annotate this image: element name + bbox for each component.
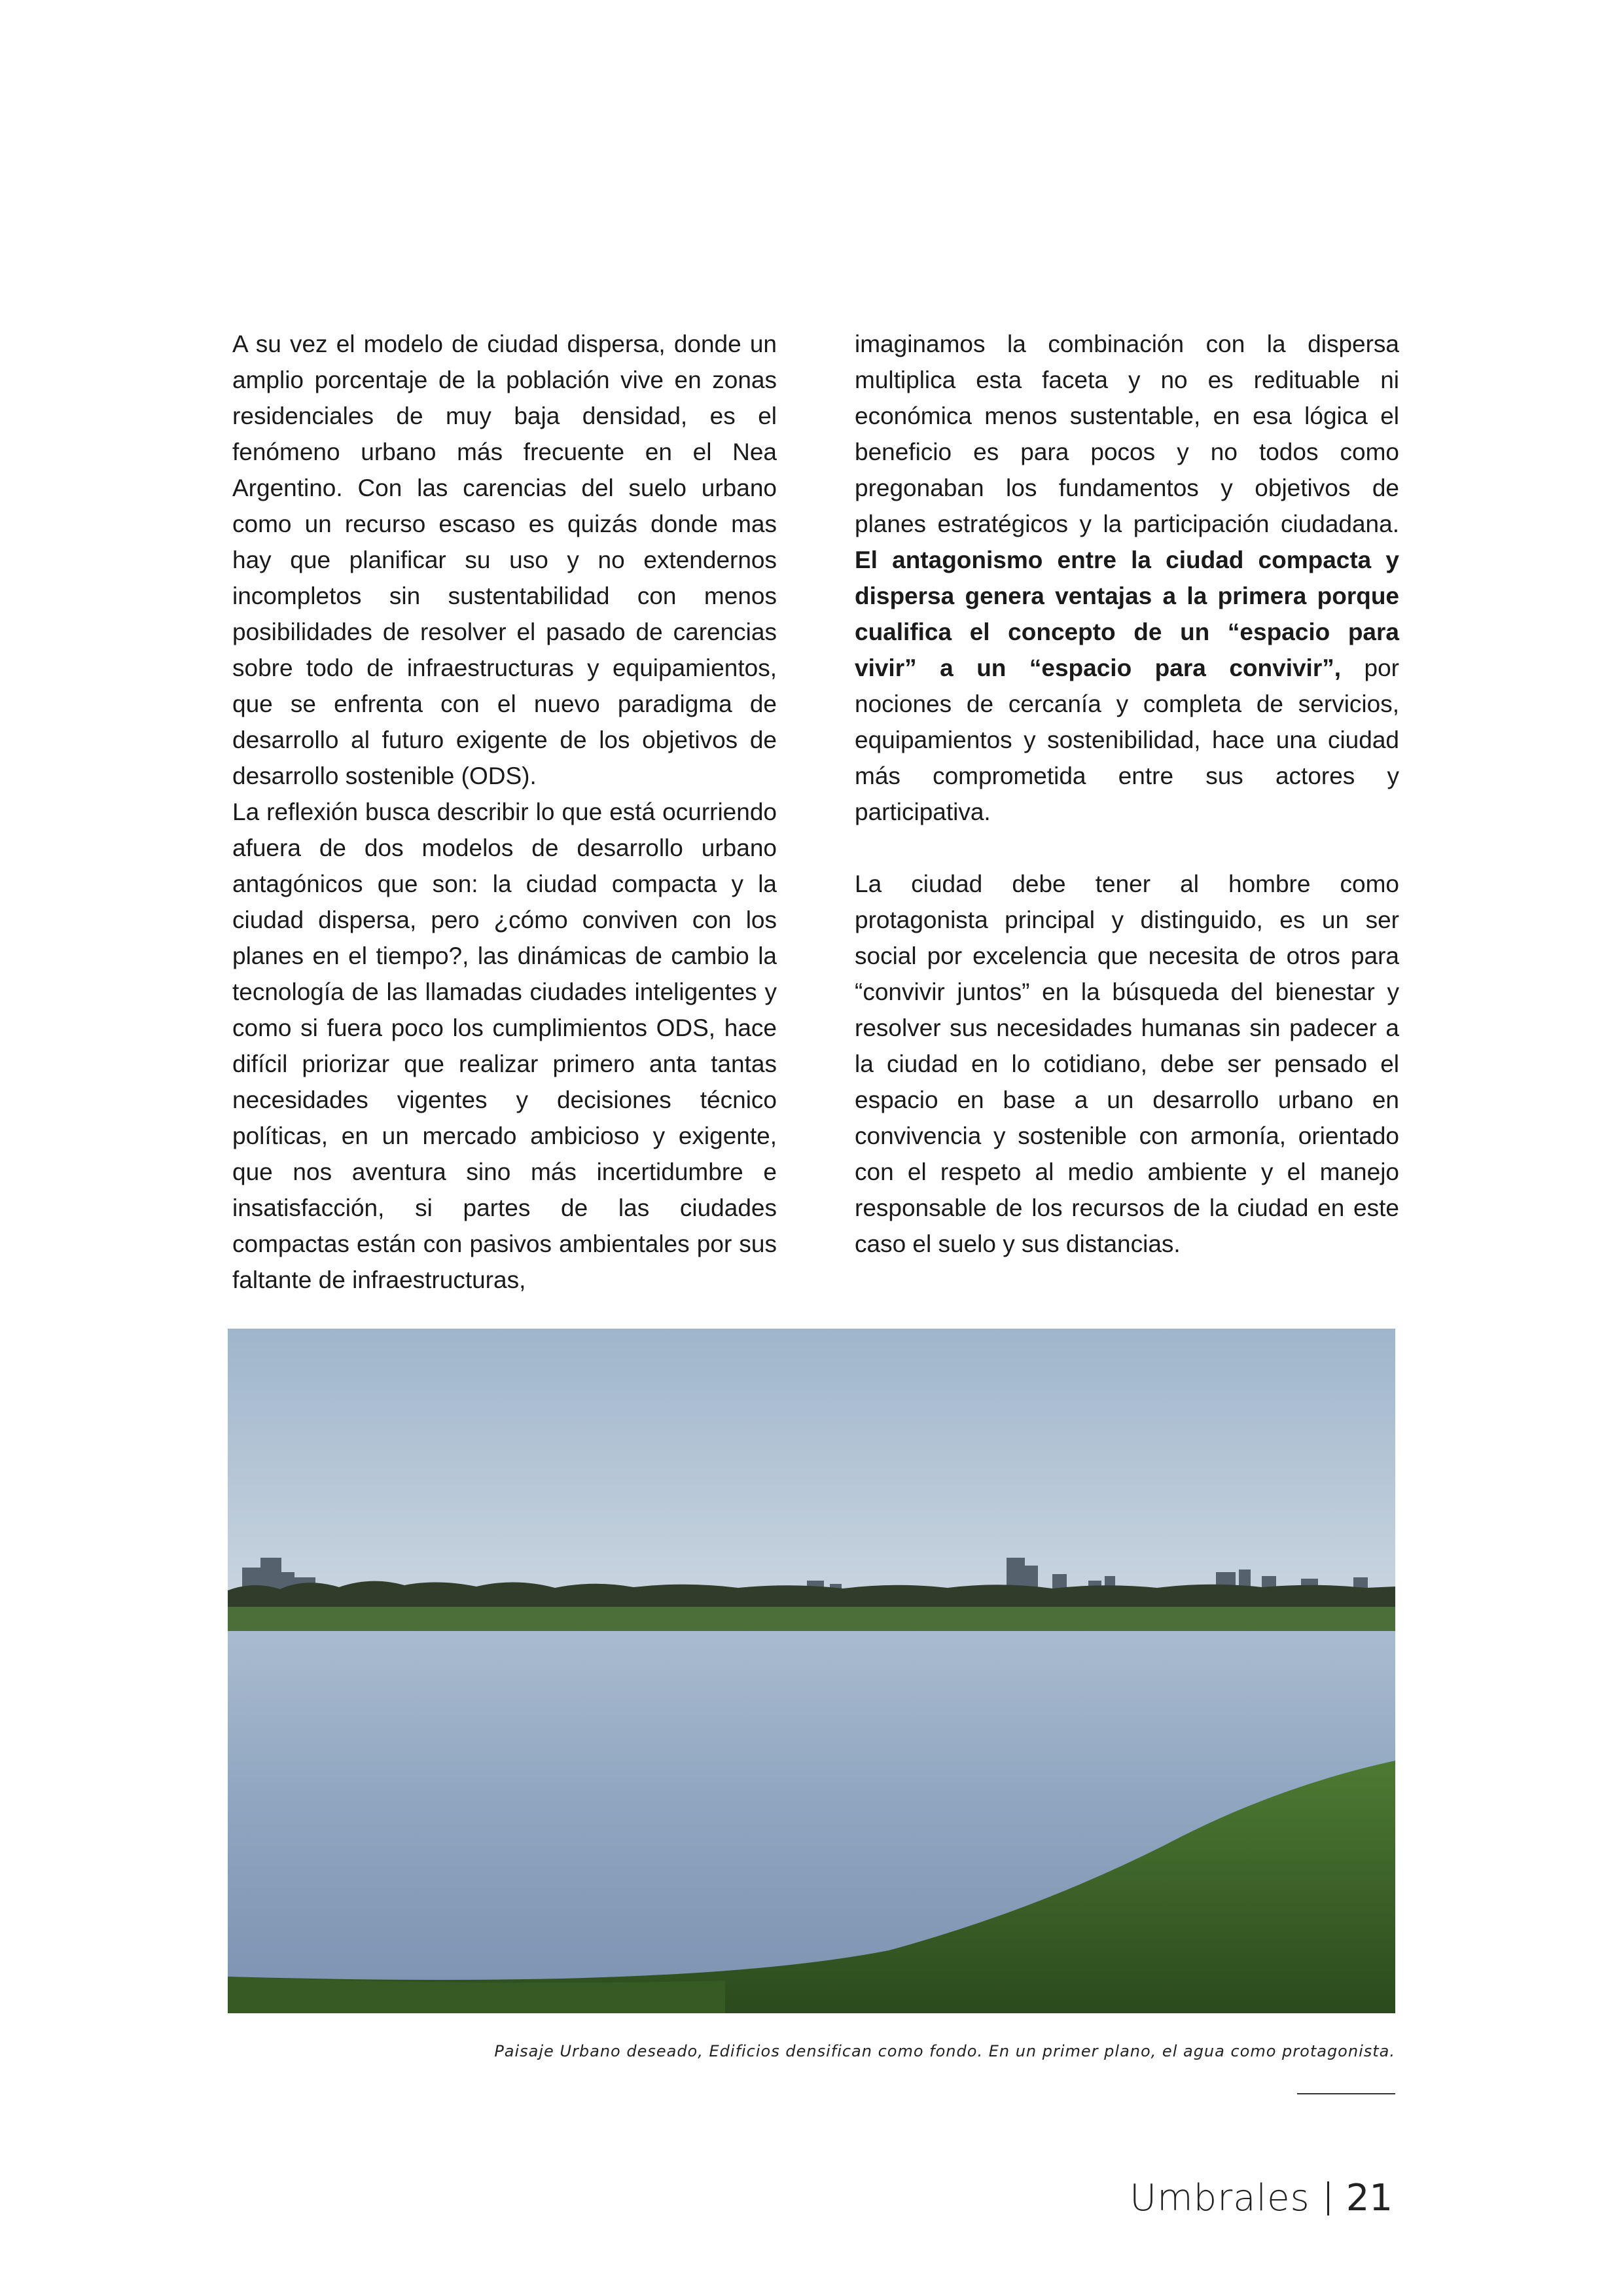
page-footer [1130, 2177, 1393, 2219]
landscape-photo-illustration [228, 1329, 1395, 2013]
paragraph-gap [855, 830, 1399, 866]
caption-rule [1297, 2093, 1395, 2094]
page-number: 21 [1346, 2177, 1393, 2219]
left-text-column [232, 326, 777, 1298]
paragraph-antagonism-end: por nociones de cercanía y completa de servicios, equipamientos y sostenibilidad, hace una ciudad más comprometida entre sus actores y participativa. [855, 655, 1399, 825]
paragraph-antagonism [855, 326, 1399, 830]
paragraph-reflection: La reflexión busca describir lo que está ocurriendo afuera de dos modelos de desarrollo urbano antagónicos que son: la ciudad compacta y la ciudad dispersa, pero ¿cómo conviven con los planes en el tiempo?, las dinámicas de cambio la tecnología de las llamadas ciudades inteligentes y como si fuera poco los cumplimientos ODS, hace difícil priorizar que realizar primero anta tantas necesidades vigentes y decisiones técnico políticas, en un mercado ambicioso y exigente, que nos aventura sino más incertidumbre e insatisfacción, si partes de las ciudades compactas están con pasivos ambientales por sus faltante de infraestructuras, [232, 798, 777, 1293]
paragraph-dispersed-city: A su vez el modelo de ciudad dispersa, donde un amplio porcentaje de la población vive en zonas residenciales de muy baja densidad, es el fenómeno urbano más frecuente en el Nea Argentino. Con las carencias del suelo urbano como un recurso escaso es quizás donde mas hay que planificar su uso y no extendernos incompletos sin sustentabilidad con menos posibilidades de resolver el pasado de carencias sobre todo de infraestructuras y equipamientos, que se enfrenta con el nuevo paradigma de desarrollo al futuro exigente de los objetivos de desarrollo sostenible (ODS). [232, 331, 777, 789]
footer-separator [1327, 2181, 1329, 2215]
landscape-photo [228, 1329, 1395, 2013]
paragraph-antagonism-bold: El antagonismo entre la ciudad compacta y dispersa genera ventajas a la primera porque cualifica el concepto de un “espacio para vivir” a un “espacio para convivir”, [855, 547, 1399, 681]
publication-name: Umbrales [1130, 2177, 1310, 2219]
paragraph-antagonism-start: imaginamos la combinación con la dispersa multiplica esta faceta y no es redituable ni económica menos sustentable, en esa lógica el beneficio es para pocos y no todos como pregonaban los fundamentos y objetivos de planes estratégicos y la participación ciudadana. [855, 331, 1399, 537]
right-text-column [855, 326, 1399, 1262]
figure-caption: Paisaje Urbano deseado, Edificios densifican como fondo. En un primer plano, el agua como protagonista. [494, 2042, 1395, 2060]
paragraph-human-protagonist: La ciudad debe tener al hombre como protagonista principal y distinguido, es un ser social por excelencia que necesita de otros para “convivir juntos” en la búsqueda del bienestar y resolver sus necesidades humanas sin padecer a la ciudad en lo cotidiano, debe ser pensado el espacio en base a un desarrollo urbano en convivencia y sostenible con armonía, orientado con el respeto al medio ambiente y el manejo responsable de los recursos de la ciudad en este caso el suelo y sus distancias. [855, 870, 1399, 1257]
